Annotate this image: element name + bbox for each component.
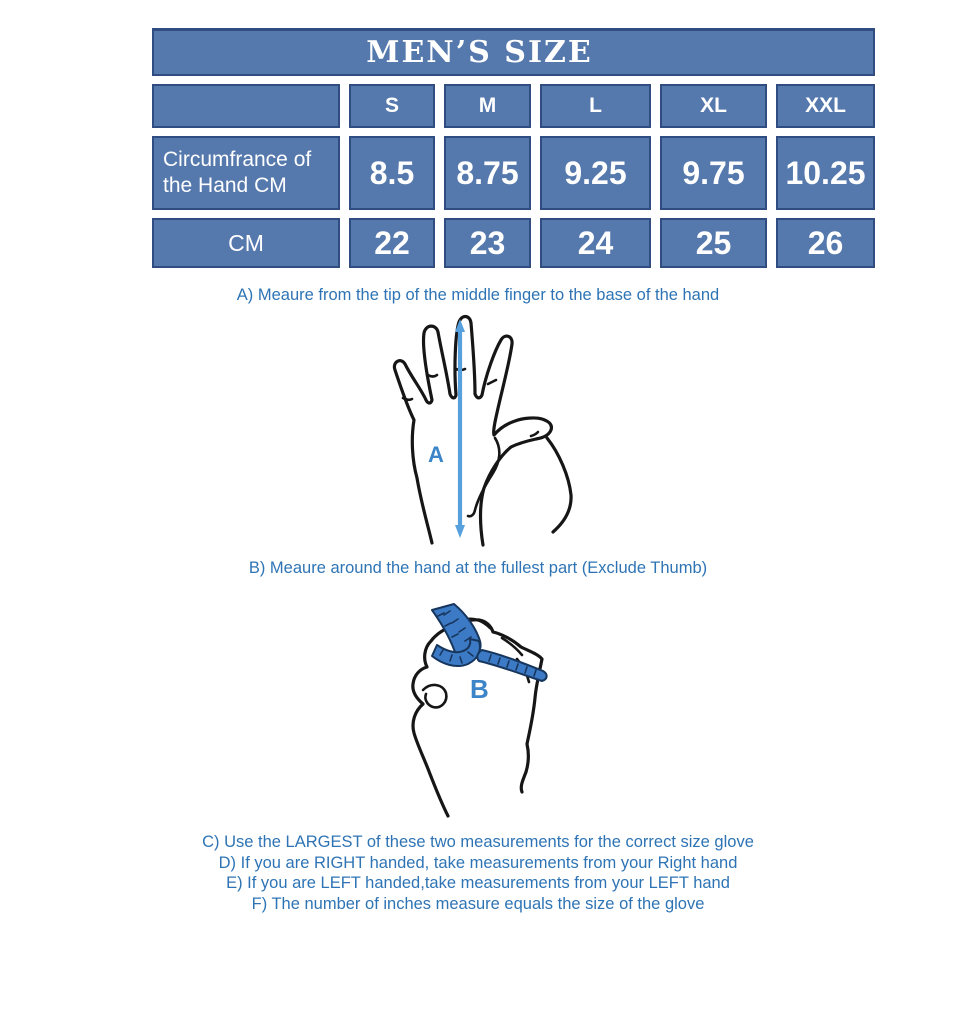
arrow-head-down [455,525,465,538]
open-hand-length-diagram [365,312,595,550]
cm-value-s: 22 [349,218,435,268]
circumference-value-m: 8.75 [444,136,531,210]
circumference-value-l: 9.25 [540,136,651,210]
cm-value-xxl: 26 [776,218,875,268]
cm-value-l: 24 [540,218,651,268]
palm-heel-line [547,438,571,532]
instruction-list [0,832,956,914]
diagram-label-a: A [428,442,444,467]
header-size-l: L [540,84,651,128]
table-title: MEN’S SIZE [152,28,875,76]
circumference-value-xl: 9.75 [660,136,767,210]
cm-value-m: 23 [444,218,531,268]
diagram-label-b: B [470,674,489,704]
ring-crease [428,375,437,377]
instruction-e: E) If you are LEFT handed,take measurements from your LEFT hand [226,874,730,892]
instruction-d: D) If you are RIGHT handed, take measurements from your Right hand [218,853,738,872]
hand-outline [394,316,551,545]
header-size-xxl: XXL [776,84,875,128]
row-label-cm: CM [152,218,340,268]
mens-size-table [152,28,876,268]
instruction-a: A) Meaure from the tip of the middle finger to the base of the hand [236,286,720,304]
thumb-web-crease [468,438,499,516]
fist-circumference-diagram [390,586,600,830]
header-size-m: M [444,84,531,128]
instruction-f: F) The number of inches measure equals the size of the glove [251,894,705,913]
thumb-notch [531,432,538,436]
thumb-curl [423,685,446,707]
instruction-b: B) Meaure around the hand at the fullest part (Exclude Thumb) [248,559,708,577]
pinky-crease [403,398,412,400]
cm-value-xl: 25 [660,218,767,268]
header-empty-cell [152,84,340,128]
header-size-xl: XL [660,84,767,128]
index-crease [488,380,496,384]
instruction-c: C) Use the LARGEST of these two measurements for the correct size glove [202,833,754,851]
circumference-value-s: 8.5 [349,136,435,210]
row-label-circumference: Circumfrance of the Hand CM [152,136,340,210]
circumference-value-xxl: 10.25 [776,136,875,210]
header-size-s: S [349,84,435,128]
